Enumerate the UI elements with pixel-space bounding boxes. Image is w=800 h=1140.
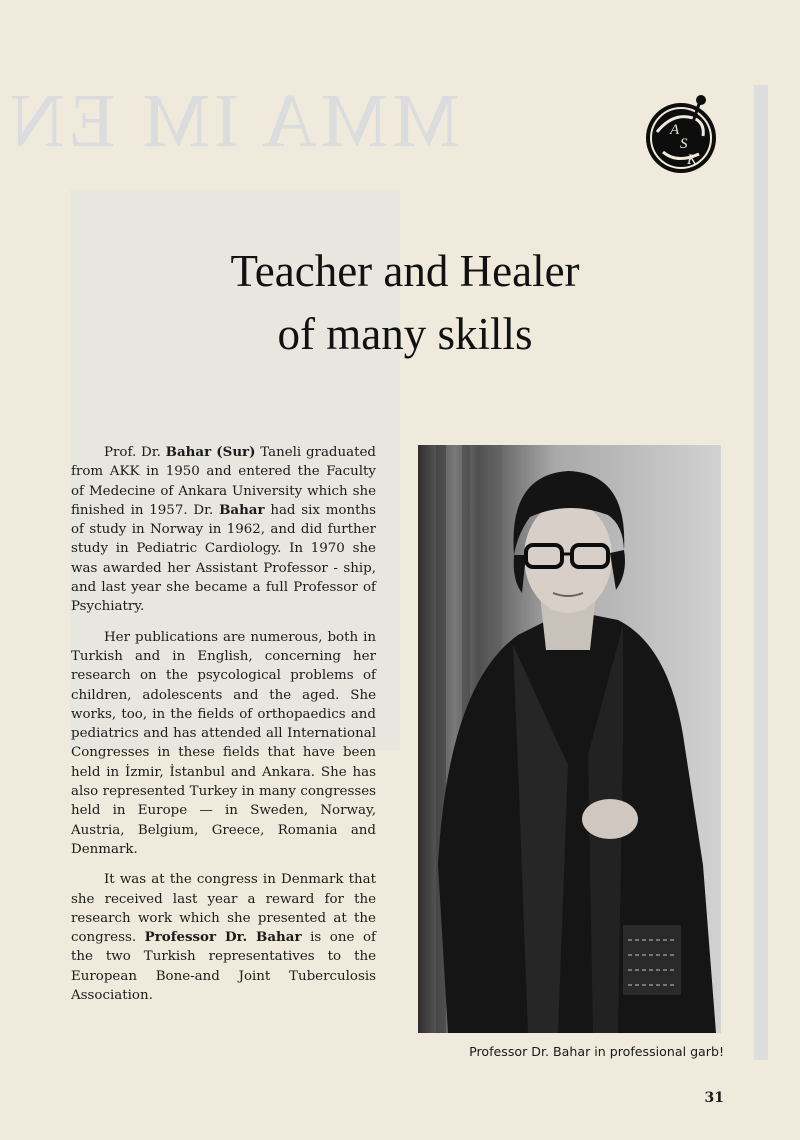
article-title (120, 240, 690, 366)
title-line-1: Teacher and Healer (230, 246, 580, 296)
text: It was at the congress in Denmark that she received last year a reward for the research work which she presented at the congress. (71, 872, 376, 946)
portrait-illustration (418, 445, 721, 1033)
portrait-photo (418, 445, 721, 1033)
photo-caption: Professor Dr. Bahar in professional garb! (469, 1044, 724, 1059)
logo-letter-k: K (687, 152, 698, 168)
title-line-2: of many skills (277, 309, 533, 359)
page-number: 31 (704, 1090, 724, 1106)
paragraph-3 (71, 870, 376, 1005)
text: Prof. Dr. (104, 445, 166, 460)
paragraph-2: Her publications are numerous, both in Turkish and in English, concerning her research on the psycological problems of children, adolescents and the aged. She works, too, in the fields of orthopaedics and pediatrics and has attended all International Congresses in these fields that have been held in İzmir, İstanbul and Ankara. She has also represented Turkey in many congresses held in Europe — in Sweden, Norway, Austria, Belgium, Greece, Romania and Denmark. (71, 629, 376, 857)
school-emblem-logo (643, 92, 721, 178)
article-body (71, 443, 376, 1016)
logo-letter-s: S (680, 136, 688, 152)
text: is one of the two Turkish representatives to the European Bone-and Joint Tuberculosis Association. (71, 930, 376, 1004)
bold-name: Bahar (219, 501, 265, 518)
paragraph-1 (71, 443, 376, 617)
bleed-through-bar (754, 85, 768, 1060)
text: had six months of study in Norway in 1962, and did further study in Pediatric Cardiology. In 1970 she was awarded her Assistant Professor - ship, and last year she became a full Professor of Psychiatry. (71, 502, 376, 615)
bold-name: Professor Dr. Bahar (144, 929, 302, 946)
bleed-through-header: MMA IM EN (5, 79, 460, 163)
logo-letter-a: A (670, 122, 680, 138)
bold-name: Bahar (Sur) (165, 444, 256, 460)
text: Taneli graduated from AKK in 1950 and entered the Faculty of Medecine of Ankara University which she finished in 1957. Dr. (71, 445, 376, 518)
